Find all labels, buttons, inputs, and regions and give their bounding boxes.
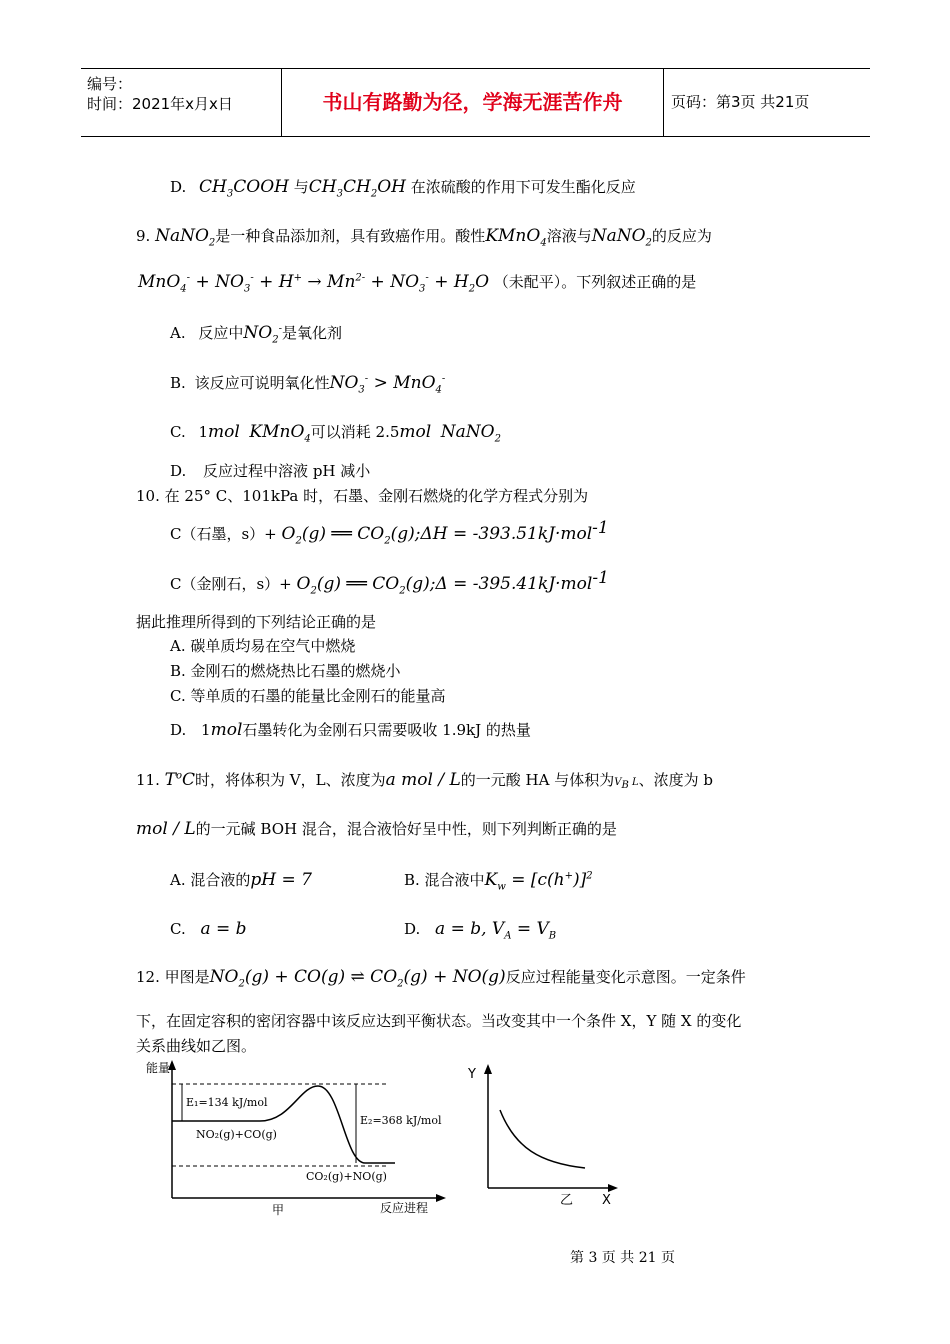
equation-value: = -395.41kJ·mol <box>453 574 593 594</box>
option-label: C. <box>170 423 186 441</box>
stem-text: 的一元酸 HA 与体积为 <box>460 771 615 789</box>
option-text: 该反应可说明氧化性 <box>194 374 330 392</box>
option-text: 反应过程中溶液 pH 减小 <box>203 462 371 480</box>
option-text: 1 <box>198 423 209 441</box>
q12-stem-1: 12. 甲图是$NO_2(g) + CO(g)$ ⇌ $CO_2(g) + NO(g)$反应过程能量变化示意图。一定条件 <box>136 967 746 990</box>
q9-option-a: A. 反应中$NO_2^-$是氧化剂 <box>170 323 342 346</box>
reactants-label: NO₂(g)+CO(g) <box>196 1128 277 1141</box>
page-header <box>81 68 870 137</box>
option-label: D. <box>170 178 187 196</box>
motto: 书山有路勤为径，学海无涯苦作舟 <box>281 69 664 136</box>
stem-text: 的反应为 <box>651 227 712 245</box>
stem-text: 在 25° C、101kPa 时，石墨、金刚石燃烧的化学方程式分别为 <box>164 487 589 505</box>
option-text: A. 混合液的 <box>170 871 251 889</box>
option-text: 反应中 <box>198 324 244 342</box>
q12-stem-2: 下，在固定容积的密闭容器中该反应达到平衡状态。当改变其中一个条件 X，Y 随 X 的变化 <box>136 1012 742 1030</box>
option-text: 石墨转化为金刚石只需要吸收 1.9kJ 的热量 <box>242 721 531 739</box>
products-label: CO₂(g)+NO(g) <box>306 1170 387 1183</box>
option-label: D. <box>404 920 421 938</box>
equation-prefix: C（石墨，s）+ <box>170 525 277 543</box>
stem-text: 反应过程能量变化示意图。一定条件 <box>505 968 746 986</box>
q11-option-b: B. 混合液中$K_w = [c(h^+)]^2$ <box>404 870 593 893</box>
equation-value: = -393.51kJ·mol <box>452 524 593 544</box>
q8-option-d: D. $CH_3COOH$ 与$CH_3CH_2OH$ 在浓硫酸的作用下可发生酯化反应 <box>170 177 636 200</box>
q11-stem-2: mol / L的一元碱 BOH 混合，混合液恰好呈中性，则下列判断正确的是 <box>136 819 617 839</box>
figure-caption: 乙 <box>560 1193 574 1208</box>
energy-diagram <box>140 1058 450 1218</box>
q10-stem <box>136 485 588 506</box>
q9-stem: 9. NaNO$_2$是一种食品添加剂，具有致癌作用。酸性KMnO$_4$溶液与NaNO$_2$的反应为 <box>136 226 712 249</box>
time-label: 时间：2021年x月x日 <box>87 95 233 113</box>
y-vs-x-graph <box>460 1058 630 1218</box>
question-number: 12. <box>136 968 160 986</box>
stem-text: 时，将体积为 V，L、浓度为 <box>195 771 386 789</box>
q10-option-c: C. 等单质的石墨的能量比金刚石的能量高 <box>170 687 446 705</box>
stem-text: 、浓度为 b <box>638 771 714 789</box>
question-number: 11. <box>136 771 160 789</box>
q11-option-d: D. a = b, $V_A = V_B$ <box>404 919 557 942</box>
q9-option-d <box>170 460 370 481</box>
q10-inference: 据此推理所得到的下列结论正确的是 <box>136 613 377 631</box>
option-label: A. <box>170 324 186 342</box>
stem-text: 甲图是 <box>164 968 210 986</box>
x-axis-label: 反应进程 <box>380 1201 429 1215</box>
option-text: B. 混合液中 <box>404 871 485 889</box>
option-text: 在浓硫酸的作用下可发生酯化反应 <box>410 178 636 196</box>
option-text: 可以消耗 2.5 <box>310 423 400 441</box>
y-x-curve <box>500 1110 585 1168</box>
page-footer: 第 3 页 共 21 页 <box>570 1250 675 1266</box>
q11-option-c: C. a = b <box>170 919 247 939</box>
q10-equation-1: C（石墨，$s)+ O_2(g)$ ══ $CO_2(g);\Delta H = -393.51kJ\cdot mol^{-1}$ <box>170 518 609 547</box>
q9-option-c: C. 1mol KMnO$_4$可以消耗 2.5mol NaNO$_2$ <box>170 422 501 445</box>
figure-caption: 甲 <box>272 1203 285 1217</box>
stem-text: 溶液与 <box>546 227 592 245</box>
option-label: D. <box>170 721 187 739</box>
option-label: B. <box>170 374 186 392</box>
y-axis-label: 能量 <box>146 1061 171 1075</box>
q9-option-b: B. 该反应可说明氧化性$NO_3^- > MnO_4^-$ <box>170 373 446 396</box>
stem-text: 是一种食品添加剂，具有致癌作用。酸性 <box>215 227 486 245</box>
q10-equation-2: C（金刚石，$s)+ O_2(g)$ ══ $CO_2(g);\Delta = -395.41kJ\cdot mol^{-1}$ <box>170 568 609 597</box>
option-label: D. <box>170 462 187 480</box>
q11-option-a: A. 混合液的pH = 7 <box>170 870 312 890</box>
option-text: 是氧化剂 <box>281 324 342 342</box>
q10-option-b: B. 金刚石的燃烧热比石墨的燃烧小 <box>170 662 401 680</box>
e1-label: E₁=134 kJ/mol <box>186 1096 268 1109</box>
question-number: 10. <box>136 487 160 505</box>
page-label: 页码：第3页 共21页 <box>671 93 810 111</box>
option-label: C. <box>170 920 186 938</box>
e2-label: E₂=368 kJ/mol <box>360 1114 442 1127</box>
x-axis-label: X <box>602 1193 611 1208</box>
q9-equation: $MnO_4^- + NO_3^- + H^+ \to Mn^{2-} + NO_3^- + H_2O$ （未配平）。下列叙述正确的是 <box>138 272 697 295</box>
number-label: 编号： <box>87 75 133 93</box>
y-axis-label: Y <box>468 1067 476 1082</box>
header-meta <box>81 69 281 136</box>
q10-option-a: A. 碳单质均易在空气中燃烧 <box>170 637 356 655</box>
stem-text: 的一元碱 BOH 混合，混合液恰好呈中性，则下列判断正确的是 <box>195 820 617 838</box>
question-number: 9. <box>136 227 151 245</box>
q11-stem-1: 11. $T^oC$时，将体积为 V，L、浓度为a mol / L的一元酸 HA 与体积为$V_B$ L、浓度为 b <box>136 770 714 791</box>
stem-text: （未配平）。下列叙述正确的是 <box>493 273 697 291</box>
conjunction: 与 <box>293 178 309 196</box>
q12-stem-3: 关系曲线如乙图。 <box>136 1037 257 1055</box>
q10-option-d: D. 1mol石墨转化为金刚石只需要吸收 1.9kJ 的热量 <box>170 720 531 740</box>
equation-prefix: C（金刚石，s）+ <box>170 575 292 593</box>
